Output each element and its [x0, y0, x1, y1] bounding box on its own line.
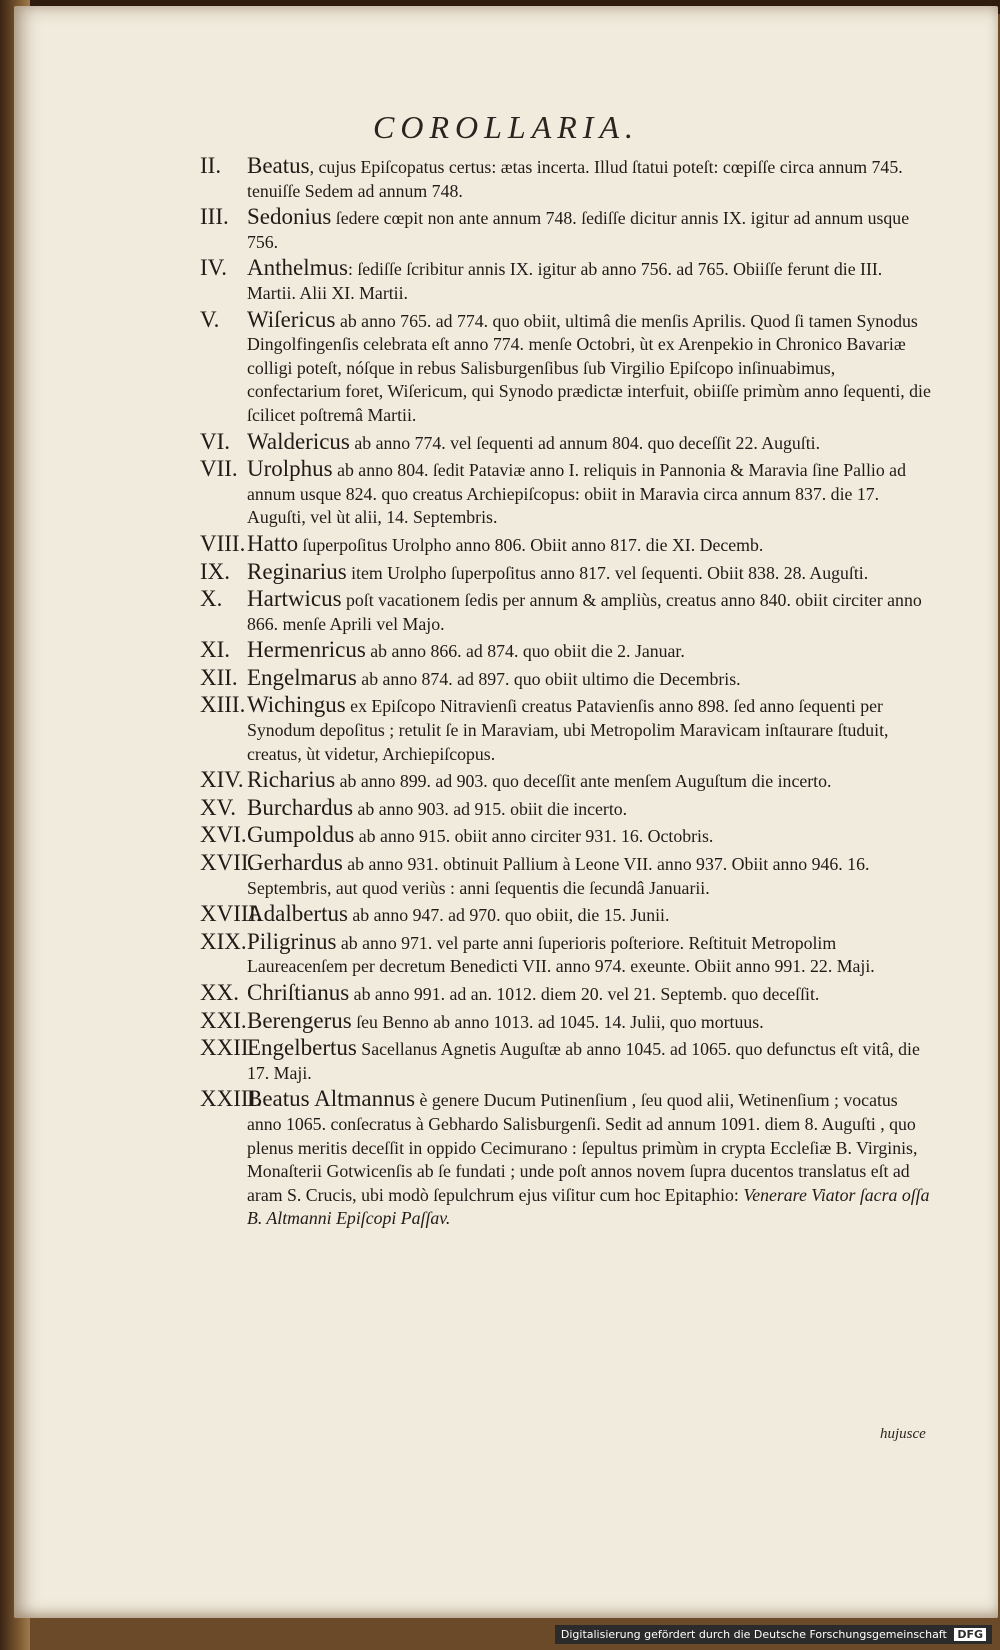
bishop-name: Piligrinus: [247, 928, 337, 954]
entry-number: XXII.: [200, 1035, 255, 1061]
bishop-name: Sedonius: [247, 204, 332, 230]
list-item: [200, 796, 932, 822]
epitaph-text: Venerare Viator ſacra oſſa B. Altmanni Epiſcopi Paſſav.: [247, 1184, 930, 1229]
digitization-footer: [555, 1625, 992, 1644]
entry-text: poſt vacationem ſedis per annum & ampliùs, creatus anno 840. obiit circiter anno 866. menſe Aprili vel Majo.: [247, 590, 922, 634]
entry-number: XVIII.: [200, 901, 262, 927]
list-item: [200, 1009, 932, 1035]
list-item: [200, 205, 932, 254]
list-item: [200, 930, 932, 979]
bishop-name: Beatus Altmannus: [247, 1086, 416, 1112]
entry-number: V.: [200, 306, 220, 332]
bishop-name: Richarius: [247, 767, 336, 793]
bishop-name: Berengerus: [247, 1007, 352, 1033]
list-item: [200, 693, 932, 766]
page-heading: COROLLARIA.: [373, 109, 639, 145]
bishop-name: Adalbertus: [247, 901, 348, 927]
entry-text: Sacellanus Agnetis Auguſtæ ab anno 1045. ad 1065. quo defunctus eſt vitâ, die 17. Maji.: [247, 1039, 920, 1083]
entry-text: ab anno 866. ad 874. quo obiit die 2. Januar.: [365, 641, 685, 662]
entry-text: ab anno 915. obiit anno circiter 931. 16. Octobris.: [354, 826, 714, 847]
bishop-name: Hatto: [247, 530, 299, 556]
entry-number: XIV.: [200, 767, 244, 793]
bishop-name: Wichingus: [247, 692, 346, 718]
list-item: [200, 256, 932, 305]
entry-text: , cujus Epiſcopatus certus: ætas incerta. Illud ſtatui poteſt: cœpiſſe circa annum 745. tenuiſſe Sedem ad annum 748.: [247, 157, 903, 201]
list-item: [200, 666, 932, 692]
list-item: [200, 902, 932, 928]
bishop-name: Chriſtianus: [247, 980, 350, 1005]
entry-number: VII.: [200, 456, 238, 482]
entry-text: ab anno 931. obtinuit Pallium à Leone VII. anno 937. Obiit anno 946. 16. Septembris, aut quod veriùs : anni ſequentis die ſecundâ Januarii.: [247, 854, 870, 898]
catchword: hujusce: [880, 1426, 926, 1442]
entry-text: ſuperpoſitus Urolpho anno 806. Obiit anno 817. die XI. Decemb.: [298, 534, 764, 555]
bishop-name: Engelbertus: [247, 1035, 357, 1061]
entry-text: : ſediſſe ſcribitur annis IX. igitur ab anno 756. ad 765. Obiiſſe ferunt die III. Martii. Alii XI. Martii.: [247, 259, 883, 303]
entry-text: item Urolpho ſuperpoſitus anno 817. vel ſequenti. Obiit 838. 28. Auguſti.: [346, 562, 869, 583]
bishop-name: Hermenricus: [247, 637, 366, 663]
entry-text: ab anno 899. ad 903. quo deceſſit ante menſem Auguſtum die incerto.: [335, 771, 832, 792]
list-item: [200, 430, 932, 456]
entry-number: XV.: [200, 794, 237, 820]
entry-text: ab anno 971. vel parte anni ſuperioris poſteriore. Reſtituit Metropolim Laureacenſem per decretum Benedicti VII. anno 974. exeunte. Obiit anno 991. 22. Maji.: [247, 932, 875, 977]
entry-number: VI.: [200, 428, 231, 454]
bishop-name: Hartwicus: [247, 586, 342, 612]
entry-text: ab anno 947. ad 970. quo obiit, die 15. Junii.: [347, 905, 670, 926]
entry-list: [200, 154, 932, 1233]
entry-text: ab anno 804. ſedit Pataviæ anno I. reliquis in Pannonia & Maravia ſine Pallio ad annum usque 824. quo creatus Archiepiſcopus: obiit in Maravia circa annum 837. die 17. Auguſti, vel ùt alii, 14. Septembris.: [247, 460, 906, 528]
entry-number: VIII.: [200, 530, 246, 556]
bishop-name: Burchardus: [247, 794, 354, 820]
bishop-name: Anthelmus: [247, 255, 348, 281]
list-item: [200, 1036, 932, 1085]
list-item: [200, 851, 932, 900]
entry-number: XX.: [200, 980, 239, 1005]
entry-text: ab anno 903. ad 915. obiit die incerto.: [353, 798, 628, 819]
bishop-name: Waldericus: [247, 428, 350, 454]
list-item: [200, 532, 932, 558]
list-item: [200, 768, 932, 794]
entry-text: ab anno 991. ad an. 1012. diem 20. vel 21. Septemb. quo deceſſit.: [349, 984, 820, 1004]
entry-number: XIII.: [200, 692, 246, 718]
entry-number: XI.: [200, 637, 231, 663]
entry-number: XIX.: [200, 928, 247, 954]
footer-text: Digitalisierung gefördert durch die Deutsche Forschungsgemeinschaft: [560, 1628, 947, 1641]
entry-number: II.: [200, 153, 222, 178]
entry-text: ſeu Benno ab anno 1013. ad 1045. 14. Julii, quo mortuus.: [351, 1011, 764, 1032]
entry-text: ab anno 765. ad 774. quo obiit, ultimâ die menſis Aprilis. Quod ſi tamen Synodus Dingolfingenſis celebrata eſt anno 774. menſe Octobri, ùt ex Arenpekio in Chronico Bavariæ colligi poteſt, nóſque in rebus Salisburgenſibus ſub Virgilio Epiſcopo inſinuabimus, confectarium foret, Wiſericum, qui Synodo prædictæ interfuit, obiiſſe primùm anno ſequenti, die ſcilicet poſtremâ Martii.: [247, 310, 931, 425]
bishop-name: Gerhardus: [247, 850, 343, 876]
list-item: [200, 457, 932, 530]
entry-number: XVII.: [200, 850, 255, 876]
entry-text: ſedere cœpit non ante annum 748. ſediſſe dicitur annis IX. igitur ad annum usque 756.: [247, 208, 910, 252]
list-item: [200, 587, 932, 636]
entry-number: XXI.: [200, 1007, 247, 1033]
bishop-name: Engelmarus: [247, 664, 357, 690]
list-item: [200, 154, 932, 203]
list-item: [200, 1087, 932, 1231]
entry-text: ab anno 874. ad 897. quo obiit ultimo die Decembris.: [356, 668, 741, 689]
list-item: [200, 308, 932, 428]
entry-number: XVI.: [200, 822, 247, 848]
entry-text: è genere Ducum Putinenſium , ſeu quod alii, Wetinenſium ; vocatus anno 1065. conſecratus à Gebhardo Salisburgenſi. Sedit ad annum 1091. diem 8. Auguſti , quo plenus meritis deceſſit in oppido Cecimurano : ſepultus primùm in crypta Eccleſiæ B. Virginis, Monaſterii Gotwicenſis ab ſe fundati ; unde poſt annos novem ſupra ducentos translatus eſt ad aram S. Crucis, ubi modò ſepulchrum ejus viſitur cum hoc Epitaphio:: [247, 1090, 918, 1205]
bishop-name: Reginarius: [247, 558, 347, 584]
entry-number: III.: [200, 204, 229, 230]
entry-number: XII.: [200, 664, 238, 690]
dfg-logo: DFG: [954, 1628, 986, 1641]
bishop-name: Beatus: [247, 153, 310, 178]
entry-number: XXIII.: [200, 1086, 262, 1112]
bishop-name: Urolphus: [247, 456, 333, 482]
list-item: [200, 981, 932, 1007]
entry-number: IV.: [200, 255, 228, 281]
list-item: [200, 560, 932, 586]
entry-number: X.: [200, 586, 223, 612]
bishop-name: Gumpoldus: [247, 822, 355, 848]
entry-text: ex Epiſcopo Nitravienſi creatus Patavienſis anno 898. ſed anno ſequenti per Synodum depoſitus ; retulit ſe in Maraviam, ubi Metropolim Maravicam inſtaurare ſtuduit, creatus, ùt videtur, Archiepiſcopus.: [247, 696, 889, 764]
entry-text: ab anno 774. vel ſequenti ad annum 804. quo deceſſit 22. Auguſti.: [349, 432, 821, 453]
bishop-name: Wiſericus: [247, 306, 336, 332]
list-item: [200, 823, 932, 849]
list-item: [200, 638, 932, 664]
book-page: [14, 6, 998, 1618]
entry-number: IX.: [200, 558, 231, 584]
